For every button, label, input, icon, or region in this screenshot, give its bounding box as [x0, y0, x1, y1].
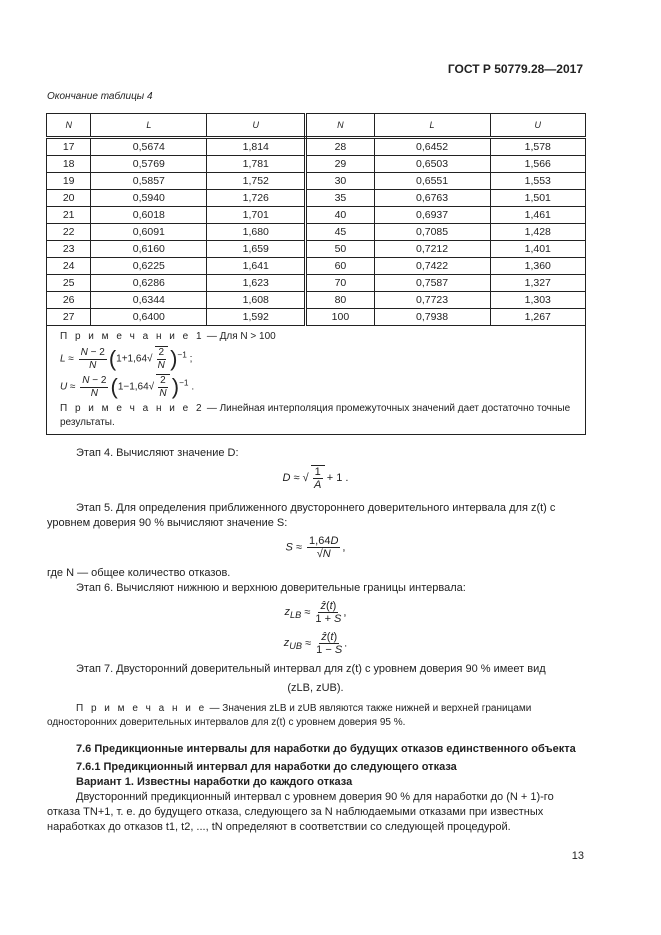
table-cell: 1,641 — [207, 258, 306, 275]
table-cell: 24 — [47, 258, 91, 275]
table-cell: 0,6763 — [374, 190, 490, 207]
table-cell: 23 — [47, 241, 91, 258]
note — [47, 702, 584, 730]
section-7-6-1: 7.6.1 Предикционный интервал для наработки до следующего отказа — [76, 761, 457, 773]
table-cell: 40 — [306, 207, 374, 224]
table-row — [47, 173, 586, 190]
table-cell: 0,6452 — [374, 138, 490, 156]
table-header-row — [47, 114, 586, 138]
standard-header: ГОСТ Р 50779.28—2017 — [447, 62, 583, 76]
step-6: Этап 6. Вычисляют нижнюю и верхнюю доверительные границы интервала: — [76, 582, 466, 594]
table-cell: 0,5857 — [91, 173, 207, 190]
table-cell: 0,6286 — [91, 275, 207, 292]
table-cell: 18 — [47, 156, 91, 173]
note-2 — [47, 402, 585, 430]
table-row — [47, 207, 586, 224]
table-cell: 0,7723 — [374, 292, 490, 309]
table-cell: 1,360 — [490, 258, 586, 275]
column-header-l: L — [91, 114, 207, 138]
table-cell: 22 — [47, 224, 91, 241]
table-cell: 0,6091 — [91, 224, 207, 241]
table-cell: 1,659 — [207, 241, 306, 258]
note-text: — Значения zLB и zUB являются также нижней и верхней границами односторонних доверительных интервалов для z(t) с уровнем доверия 95 %. — [47, 703, 532, 728]
note-2-text: — Линейная интерполяция промежуточных значений дает достаточно точные результаты. — [60, 403, 571, 428]
table-cell: 0,5940 — [91, 190, 207, 207]
table-cell: 1,578 — [490, 138, 586, 156]
table-cell: 1,752 — [207, 173, 306, 190]
table-cell: 1,461 — [490, 207, 586, 224]
table-cell: 0,7938 — [374, 309, 490, 326]
table-cell: 20 — [47, 190, 91, 207]
table-cell: 45 — [306, 224, 374, 241]
table-cell: 0,7212 — [374, 241, 490, 258]
table-cell: 0,6551 — [374, 173, 490, 190]
formula-S: S ≈ $\frac{1,64D}{√N}$ , — [285, 535, 346, 560]
table-cell: 0,5769 — [91, 156, 207, 173]
step-5: Этап 5. Для определения приближенного двустороннего доверительного интервала для z(t) с уровнем доверия 90 % вычисляют значение S: — [47, 502, 556, 529]
table-cell: 50 — [306, 241, 374, 258]
note-label: П р и м е ч а н и е — [76, 703, 207, 714]
note-1-text: — Для N > 100 — [204, 331, 276, 342]
table-cell: 0,6503 — [374, 156, 490, 173]
table-cell: 30 — [306, 173, 374, 190]
table-row — [47, 138, 586, 156]
table-notes — [46, 326, 586, 435]
table-cell: 0,7422 — [374, 258, 490, 275]
table-cell: 0,5674 — [91, 138, 207, 156]
step-4: Этап 4. Вычисляют значение D: — [76, 447, 239, 459]
table-row — [47, 190, 586, 207]
table-cell: 80 — [306, 292, 374, 309]
table-cell: 1,566 — [490, 156, 586, 173]
table-cell: 1,327 — [490, 275, 586, 292]
table-row — [47, 258, 586, 275]
table-cell: 1,726 — [207, 190, 306, 207]
table-cell: 28 — [306, 138, 374, 156]
note-2-label: П р и м е ч а н и е 2 — [60, 403, 205, 414]
table-cell: 27 — [47, 309, 91, 326]
table-cell: 1,428 — [490, 224, 586, 241]
note-1 — [47, 330, 585, 344]
table-cell: 100 — [306, 309, 374, 326]
table-cell: 1,553 — [490, 173, 586, 190]
table-cell: 26 — [47, 292, 91, 309]
step-7: Этап 7. Двусторонний доверительный интервал для z(t) с уровнем доверия 90 % имеет вид — [76, 663, 546, 675]
table-cell: 1,680 — [207, 224, 306, 241]
where-n: где N — общее количество отказов. — [47, 567, 231, 579]
table-body — [47, 138, 586, 326]
table-cell: 1,814 — [207, 138, 306, 156]
column-header-n: N — [306, 114, 374, 138]
formula-U: U ≈ $\frac{N - 2}{N}$ (1−1,64√ $\frac{2}{N}$ )$^{-1}$ . — [60, 374, 195, 399]
table-cell: 1,267 — [490, 309, 586, 326]
column-header-u: U — [490, 114, 586, 138]
table-cell: 0,6937 — [374, 207, 490, 224]
table-cell: 0,6344 — [91, 292, 207, 309]
table-row — [47, 292, 586, 309]
column-header-n: N — [47, 114, 91, 138]
table-cell: 60 — [306, 258, 374, 275]
column-header-l: L — [374, 114, 490, 138]
table-block — [46, 113, 586, 435]
column-header-u: U — [207, 114, 306, 138]
body-text — [47, 446, 584, 864]
note-1-label: П р и м е ч а н и е 1 — [60, 331, 205, 342]
table-cell: 1,608 — [207, 292, 306, 309]
table-cell: 0,7085 — [374, 224, 490, 241]
table-cell: 35 — [306, 190, 374, 207]
table-row — [47, 156, 586, 173]
table-cell: 1,592 — [207, 309, 306, 326]
formula-zUB: $z_{UB}$ ≈ $\frac{\text{ẑ(t)}}{1 - S}$ . — [283, 631, 348, 656]
table-cell: 0,6400 — [91, 309, 207, 326]
table-cell: 0,7587 — [374, 275, 490, 292]
table-cell: 29 — [306, 156, 374, 173]
table-cell: 1,781 — [207, 156, 306, 173]
page-number: 13 — [571, 850, 584, 862]
table-cell: 1,623 — [207, 275, 306, 292]
table-cell: 0,6018 — [91, 207, 207, 224]
section-7-6: 7.6 Предикционные интервалы для наработки до будущих отказов единственного объекта — [76, 743, 576, 755]
table-cell: 0,6160 — [91, 241, 207, 258]
table-cell: 17 — [47, 138, 91, 156]
table-cell: 1,701 — [207, 207, 306, 224]
formula-zLB: $z_{LB}$ ≈ $\frac{\text{ẑ(t)}}{1 + S}$ , — [284, 600, 347, 625]
table-cell: 0,6225 — [91, 258, 207, 275]
paragraph: Двусторонний предикционный интервал с уровнем доверия 90 % для наработки до (N + 1)-го отказа TN+1, т. е. до будущего отказа, следующего за N наблюдаемыми отказами при известных наработках до отказов t1, t2, ..., tN определяют в соответствии со следующей процедурой. — [47, 791, 554, 833]
table-row — [47, 241, 586, 258]
formula-D: D ≈ √ $\frac{1}{A}$ + 1 . — [282, 466, 349, 491]
table-cell: 1,303 — [490, 292, 586, 309]
table-row — [47, 309, 586, 326]
table-cell: 21 — [47, 207, 91, 224]
table-cell: 1,401 — [490, 241, 586, 258]
interval: (zLB, zUB). — [287, 682, 344, 694]
table-cell: 1,501 — [490, 190, 586, 207]
table-row — [47, 275, 586, 292]
formula-L: L ≈ $\frac{N - 2}{N}$ (1+1,64√ $\frac{2}{N}$ )$^{-1}$ ; — [60, 346, 193, 371]
variant-1: Вариант 1. Известны наработки до каждого отказа — [76, 776, 353, 788]
table-cell: 25 — [47, 275, 91, 292]
table-cell: 19 — [47, 173, 91, 190]
table-row — [47, 224, 586, 241]
values-table — [46, 113, 586, 326]
table-caption: Окончание таблицы 4 — [47, 91, 153, 102]
table-cell: 70 — [306, 275, 374, 292]
